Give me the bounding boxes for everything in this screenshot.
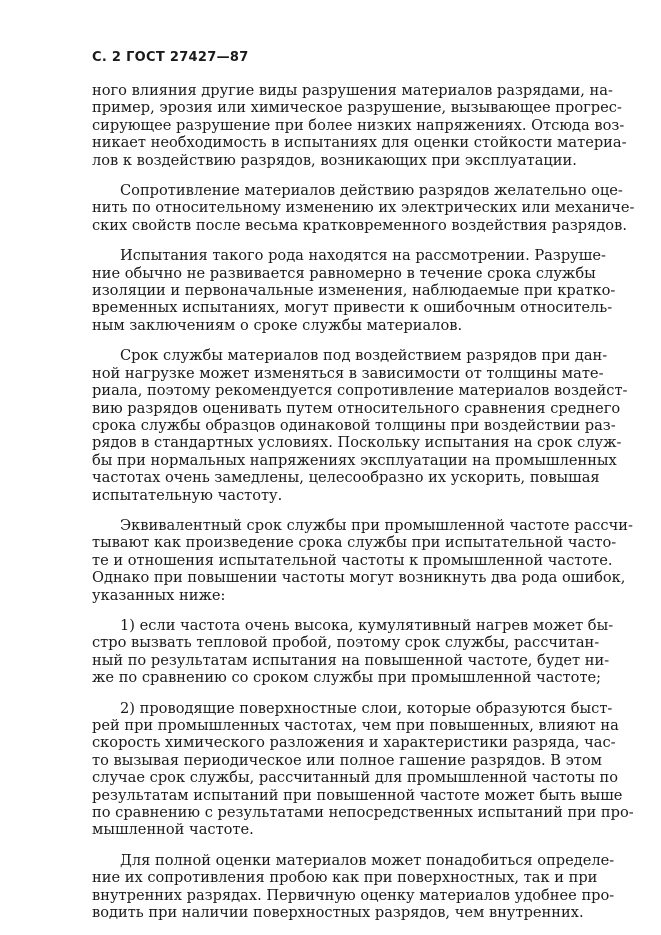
text-line: срока службы образцов одинаковой толщины при воздействии раз- xyxy=(92,416,616,434)
text-line: 2) проводящие поверхностные слои, которые образуются быст- xyxy=(120,699,613,717)
text-line: 1) если частота очень высока, кумулятивный нагрев может бы- xyxy=(120,616,614,634)
text-line: нить по относительному изменению их электрических или механиче- xyxy=(92,199,635,217)
text-line: стро вызвать тепловой пробой, поэтому срок службы, рассчитан- xyxy=(92,634,600,652)
text-line: по сравнению с результатами непосредственных испытаний при про- xyxy=(92,804,634,822)
page-header: С. 2 ГОСТ 27427—87 xyxy=(92,50,249,65)
paragraph-2 xyxy=(92,182,635,234)
list-item-1 xyxy=(92,616,614,687)
paragraph-4 xyxy=(92,347,628,504)
text-line: ских свойств после весьма кратковременного воздействия разрядов. xyxy=(92,216,627,234)
paragraph-6 xyxy=(92,851,615,922)
text-line: те и отношения испытательной частоты к промышленной частоте. xyxy=(92,551,613,569)
text-line: Срок службы материалов под воздействием разрядов при дан- xyxy=(120,347,608,365)
text-line: рядов в стандартных условиях. Поскольку испытания на срок служ- xyxy=(92,434,622,452)
text-line: ный по результатам испытания на повышенной частоте, будет ни- xyxy=(92,651,610,669)
text-line: испытательную частоту. xyxy=(92,486,283,504)
text-line: ние их сопротивления пробою как при поверхностных, так и при xyxy=(92,869,598,887)
text-line: никает необходимость в испытаниях для оценки стойкости материа- xyxy=(92,134,627,152)
list-item-2 xyxy=(92,699,634,839)
text-line: Эквивалентный срок службы при промышленной частоте рассчи- xyxy=(120,516,633,534)
text-line: Для полной оценки материалов может понадобиться определе- xyxy=(120,851,615,869)
document-body xyxy=(92,82,635,934)
text-line: ным заключениям о сроке службы материалов. xyxy=(92,316,463,334)
text-line: результатам испытаний при повышенной частоте может быть выше xyxy=(92,786,623,804)
text-line: риала, поэтому рекомендуется сопротивление материалов воздейст- xyxy=(92,382,628,400)
text-line: скорость химического разложения и характеристики разряда, час- xyxy=(92,734,616,752)
text-line: Испытания такого рода находятся на рассмотрении. Разруше- xyxy=(120,247,606,265)
text-line: пример, эрозия или химическое разрушение, вызывающее прогрес- xyxy=(92,99,622,117)
text-line: сирующее разрушение при более низких напряжениях. Отсюда воз- xyxy=(92,116,625,134)
paragraph-1 xyxy=(92,82,627,169)
text-line: ной нагрузке может изменяться в зависимости от толщины мате- xyxy=(92,364,604,382)
text-line: мышленной частоте. xyxy=(92,821,254,839)
text-line: тывают как произведение срока службы при испытательной часто- xyxy=(92,534,617,552)
text-line: рей при промышленных частотах, чем при повышенных, влияют на xyxy=(92,717,619,734)
text-line: то вызывая периодическое или полное гашение разрядов. В этом xyxy=(92,751,603,769)
text-line: временных испытаниях, могут привести к ошибочным относитель- xyxy=(92,299,613,317)
text-line: частотах очень замедлены, целесообразно их ускорить, повышая xyxy=(92,469,600,487)
text-line: ного влияния другие виды разрушения материалов разрядами, на- xyxy=(92,82,613,99)
text-line: бы при нормальных напряжениях эксплуатации на промышленных xyxy=(92,451,617,469)
paragraph-5 xyxy=(92,516,633,604)
text-line: вию разрядов оценивать путем относительного сравнения среднего xyxy=(92,399,621,417)
text-line: указанных ниже: xyxy=(92,586,226,604)
text-line: же по сравнению со сроком службы при промышленной частоте; xyxy=(92,669,602,687)
text-line: водить при наличии поверхностных разрядов, чем внутренних. xyxy=(92,904,584,922)
text-line: Сопротивление материалов действию разрядов желательно оце- xyxy=(120,182,623,200)
text-line: случае срок службы, рассчитанный для промышленной частоты по xyxy=(92,769,619,787)
text-line: Однако при повышении частоты могут возникнуть два рода ошибок, xyxy=(92,569,626,587)
text-line: внутренних разрядах. Первичную оценку материалов удобнее про- xyxy=(92,886,615,904)
text-line: ние обычно не развивается равномерно в течение срока службы xyxy=(92,264,596,282)
paragraph-3 xyxy=(92,247,616,334)
text-line: изоляции и первоначальные изменения, наблюдаемые при кратко- xyxy=(92,282,616,300)
text-line: лов к воздействию разрядов, возникающих при эксплуатации. xyxy=(92,151,577,169)
